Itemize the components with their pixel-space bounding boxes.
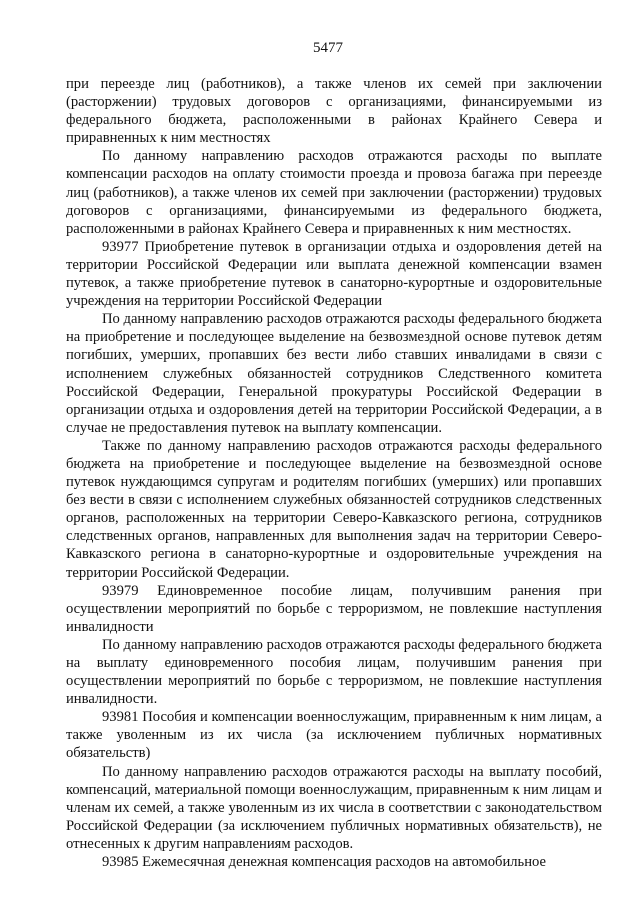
paragraph: при переезде лиц (работников), а также членов их семей при заключении (расторжении) трудовых договоров с организациями, финансируемыми из федерального бюджета, расположенными в районах Крайнего Севера и приравненных к ним местностях — [66, 76, 602, 147]
paragraph: Также по данному направлению расходов отражаются расходы федерального бюджета на приобретение и последующее выделение на безвозмездной основе путевок нуждающимся супругам и родителям погибших (умерших) или пропавших без вести в связи с исполнением служебных обязанностей сотрудников следственных органов, расположенных на территории Северо-Кавказского региона, сотрудников следственных органов, направленных для выполнения задач на территории Северо-Кавказского региона в санаторно-курортные и оздоровительные учреждения на территории Российской Федерации. — [66, 437, 602, 581]
paragraph: 93977 Приобретение путевок в организации отдыха и оздоровления детей на территории Российской Федерации или выплата денежной компенсации взамен путевок, а также приобретение путевок в санаторно-курортные и оздоровительные учреждения на территории Российской Федерации — [66, 238, 602, 310]
paragraph: 93979 Единовременное пособие лицам, получившим ранения при осуществлении мероприятий по борьбе с терроризмом, не повлекшие наступления инвалидности — [66, 582, 602, 635]
paragraph: По данному направлению расходов отражаются расходы федерального бюджета на выплату единовременного пособия лицам, получившим ранения при осуществлении мероприятий по борьбе с терроризмом, не повлекшие наступления инвалидности. — [66, 636, 602, 708]
document-page — [66, 38, 602, 871]
paragraph: По данному направлению расходов отражаются расходы на выплату пособий, компенсаций, материальной помощи военнослужащим, приравненным к ним лицам и членам их семей, а также уволенным из их числа в соответствии с законодательством Российской Федерации (за исключением публичных нормативных обязательств), не отнесенных к другим направлениям расходов. — [66, 763, 602, 852]
paragraph: По данному направлению расходов отражаются расходы по выплате компенсации расходов на оплату стоимости проезда и провоза багажа при переезде лиц (работников), а также членов их семей при заключении (расторжении) трудовых договоров с организациями, финансируемыми из федерального бюджета, расположенными в районах Крайнего Севера и приравненных к ним местностях. — [66, 148, 602, 237]
paragraph: По данному направлению расходов отражаются расходы федерального бюджета на приобретение и последующее выделение на безвозмездной основе путевок детям погибших, умерших, пропавших без вести либо ставших инвалидами в связи с исполнением служебных обязанностей сотрудников Следственного комитета Российской Федерации, Генеральной прокуратуры Российской Федерации в организации отдыха и оздоровления детей на территории Российской Федерации, а в случае не предоставления путевок на выплату компенсации. — [66, 311, 602, 436]
document-body — [66, 75, 602, 871]
paragraph: 93981 Пособия и компенсации военнослужащим, приравненным к ним лицам, а также уволенным из их числа (за исключением публичных нормативных обязательств) — [66, 709, 602, 762]
paragraph: 93985 Ежемесячная денежная компенсация расходов на автомобильное — [102, 854, 546, 871]
page-number: 5477 — [313, 40, 343, 56]
